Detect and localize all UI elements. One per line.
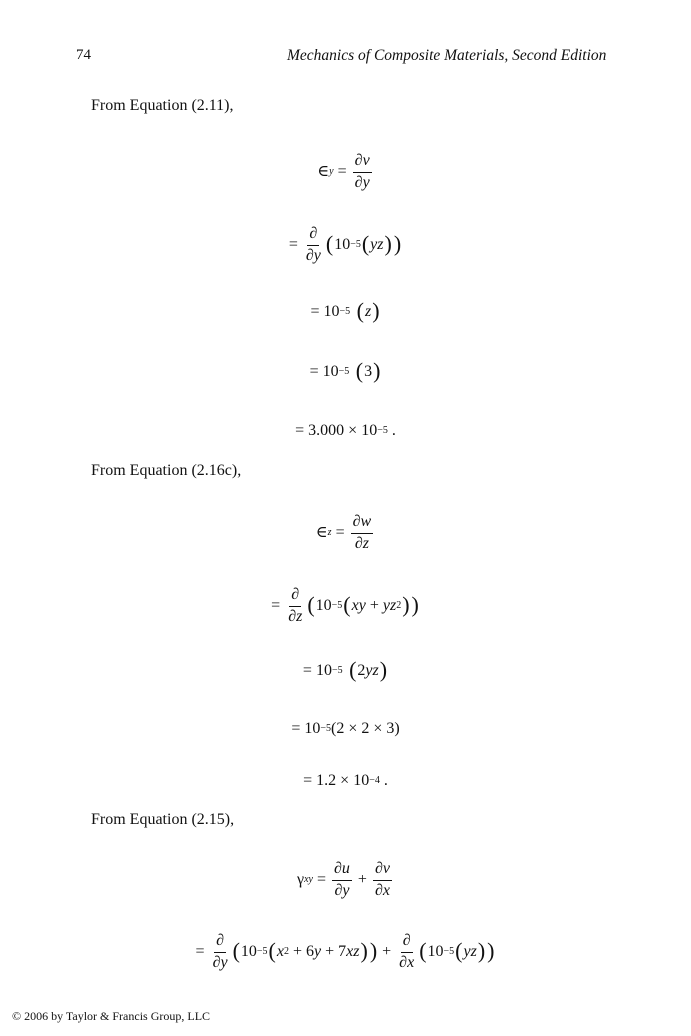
equation-ez-definition: ∈ z = $\frac{\partial w}{\partial z}$ [315,513,372,552]
equation-ez-result: = 1.2 × 10 −4 . [303,772,388,789]
equation-ey-result: = 3.000 × 10 −5 . [295,422,396,439]
page-number: 74 [76,47,91,63]
epsilon-symbol: ∈ [317,163,330,181]
paragraph-equation-2-11: From Equation (2.11), [91,97,234,114]
equation-gxy-step1: = $\frac{\partial}{\partial y}$ ( 10 −5 ( x 2 + 6 y + 7 xz ) ) + $\frac{\partial}{\partial x}$ ( 10 −5 ( yz ) ) [195,932,495,971]
equation-ez-step3: = 10 −5 (2 × 2 × 3) [291,720,400,737]
equation-ez-step2: = 10 −5 ( 2 yz ) [302,657,388,682]
equation-ey-step2: = 10 −5 ( z ) [310,298,380,323]
paragraph-equation-2-15: From Equation (2.15), [91,811,235,828]
running-title: Mechanics of Composite Materials, Second Edition [287,47,607,64]
equation-ey-step1: = $\frac{\partial}{\partial y}$ ( 10 −5 ( yz ) ) [288,225,402,264]
copyright-footer: © 2006 by Taylor & Francis Group, LLC [12,1009,211,1023]
paragraph-equation-2-16c: From Equation (2.16c), [91,462,242,479]
equation-ez-step1: = $\frac{\partial}{\partial z}$ ( 10 −5 ( xy + yz 2 ) ) [271,586,419,625]
equation-ey-step3: = 10 −5 ( 3 ) [309,358,381,383]
equation-ey-definition: ∈ y = $\frac{\partial v}{\partial y}$ [317,152,370,191]
equation-gxy-definition: γ xy = $\frac{\partial u}{\partial y}$ + $\frac{\partial v}{\partial x}$ [297,860,390,899]
